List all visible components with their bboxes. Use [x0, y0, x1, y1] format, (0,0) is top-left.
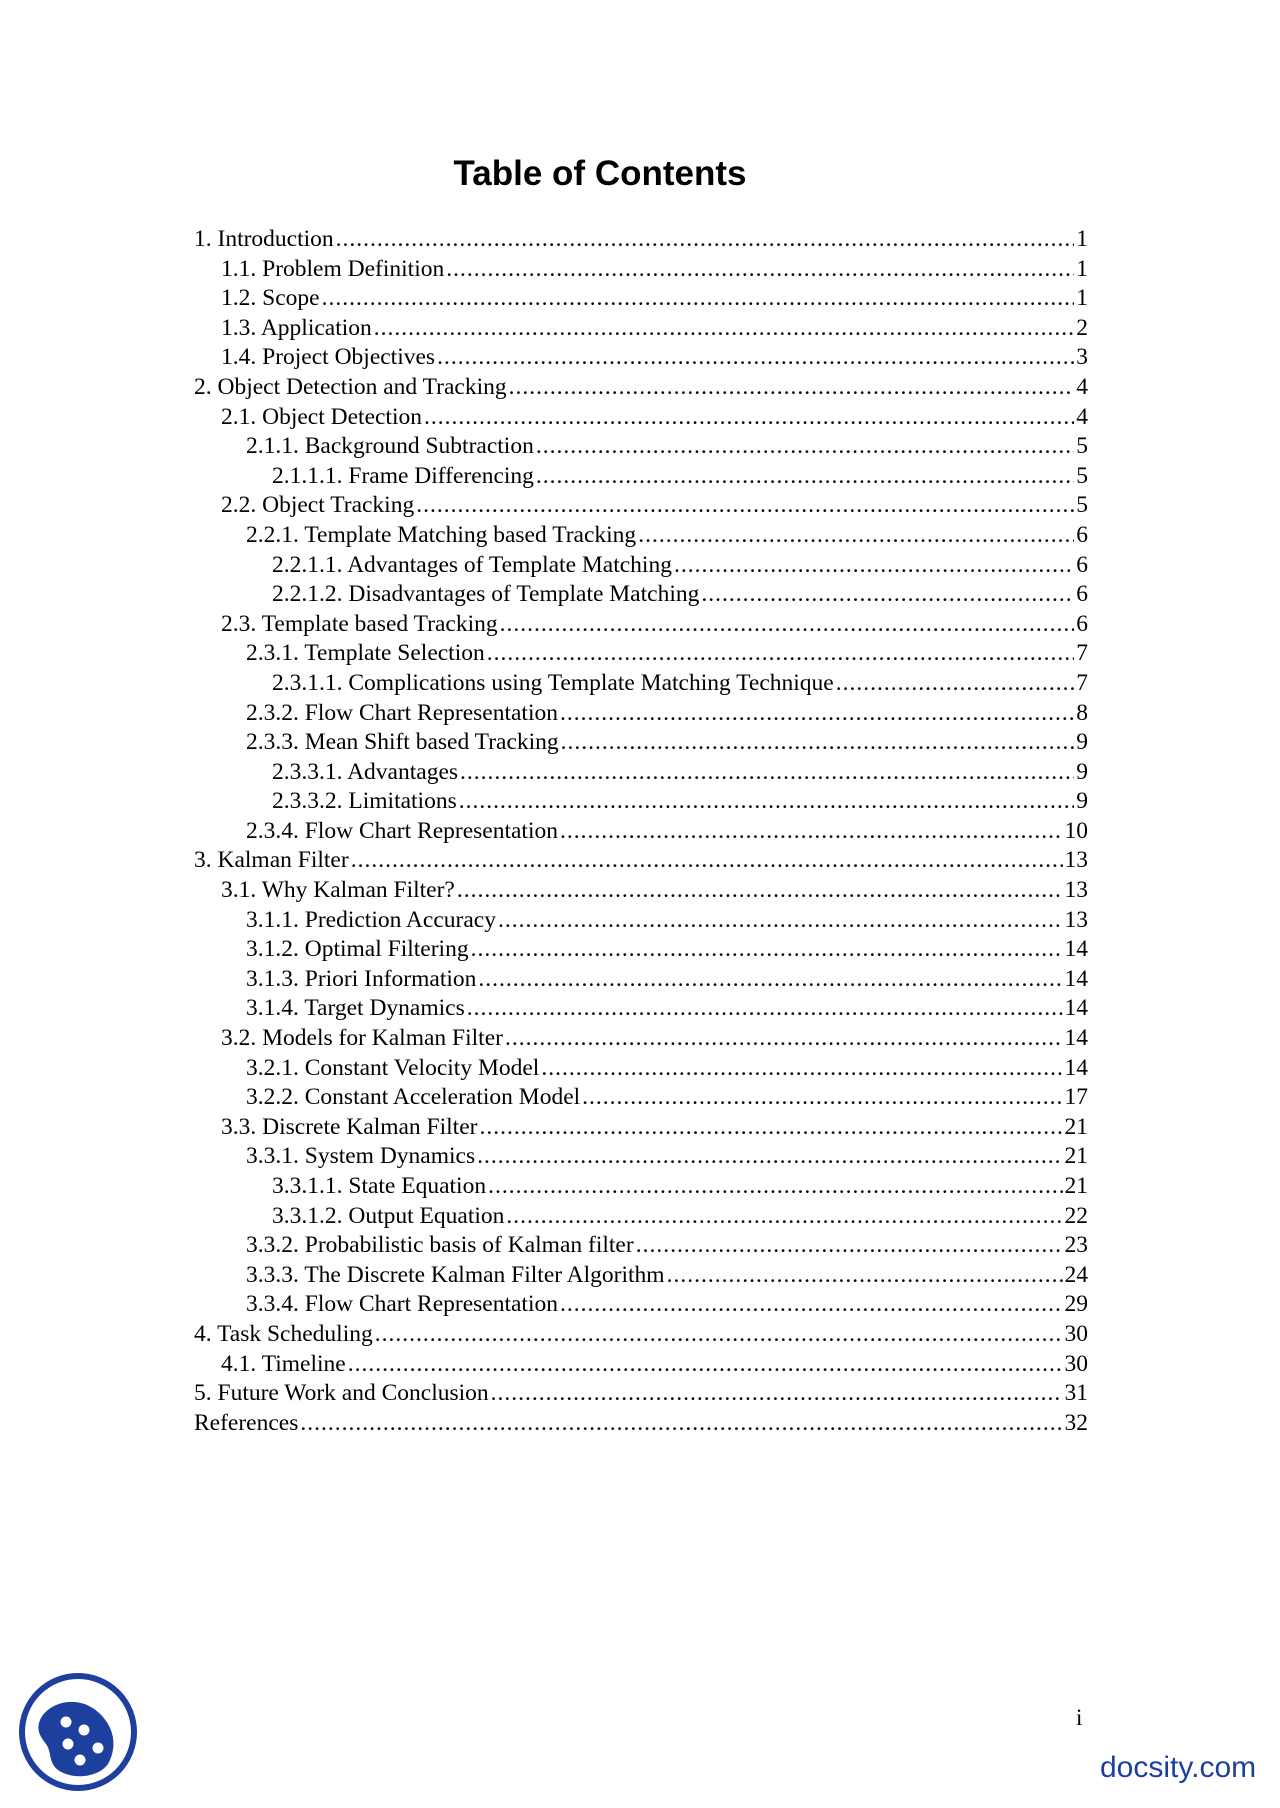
toc-entry-label: 3.3. Discrete Kalman Filter	[221, 1113, 478, 1140]
toc-entry[interactable]	[194, 580, 1088, 610]
toc-dot-leader	[560, 1290, 1063, 1320]
toc-entry[interactable]	[194, 728, 1088, 758]
toc-entry[interactable]	[194, 787, 1088, 817]
toc-entry-page: 13	[1064, 906, 1088, 933]
toc-dot-leader	[471, 935, 1063, 965]
toc-entry-label: 3.1.4. Target Dynamics	[246, 995, 465, 1022]
toc-entry-label: 1.2. Scope	[221, 285, 320, 312]
toc-entry[interactable]	[194, 284, 1088, 314]
toc-dot-leader	[674, 551, 1074, 581]
toc-entry[interactable]	[194, 1113, 1088, 1143]
toc-entry[interactable]	[194, 610, 1088, 640]
toc-entry-label: 2.3.3.1. Advantages	[272, 758, 459, 785]
toc-entry-label: 1.3. Application	[221, 314, 372, 341]
toc-entry-page: 7	[1076, 640, 1088, 667]
toc-entry-page: 5	[1076, 492, 1088, 519]
toc-entry-page: 1	[1076, 226, 1088, 252]
toc-entry-label: 2.3.1. Template Selection	[246, 640, 485, 667]
toc-dot-leader	[582, 1083, 1062, 1113]
toc-dot-leader	[446, 255, 1074, 285]
toc-entry[interactable]	[194, 491, 1088, 521]
toc-entry-page: 6	[1076, 610, 1088, 637]
toc-entry[interactable]	[194, 1142, 1088, 1172]
toc-entry-label: 3.3.1.1. State Equation	[272, 1173, 487, 1199]
toc-entry-page: 10	[1064, 817, 1088, 844]
toc-dot-leader	[437, 343, 1074, 373]
toc-entry-page: 5	[1076, 462, 1088, 489]
toc-dot-leader	[479, 1113, 1062, 1143]
toc-entry-page: 8	[1076, 699, 1088, 726]
toc-entry-page: 21	[1064, 1113, 1088, 1140]
toc-entry-label: 2.3.4. Flow Chart Representation	[246, 817, 558, 844]
toc-entry-label: 3.1.3. Priori Information	[246, 965, 477, 992]
toc-entry-page: 14	[1064, 965, 1088, 992]
toc-entry-label: 3.2.1. Constant Velocity Model	[246, 1054, 540, 1081]
toc-entry[interactable]	[194, 1409, 1088, 1439]
toc-entry-label: 2. Object Detection and Tracking	[194, 373, 507, 400]
toc-entry-label: 3.3.1. System Dynamics	[246, 1143, 476, 1170]
toc-entry[interactable]	[194, 846, 1088, 876]
toc-entry[interactable]	[194, 1320, 1088, 1350]
toc-entry[interactable]	[194, 1290, 1088, 1320]
toc-dot-leader	[500, 610, 1075, 640]
toc-entry[interactable]	[194, 1024, 1088, 1054]
toc-entry-page: 21	[1064, 1173, 1088, 1199]
page-title: Table of Contents	[453, 154, 747, 193]
docsity-logo-icon[interactable]	[18, 1672, 138, 1792]
toc-entry[interactable]	[194, 1202, 1088, 1232]
toc-entry-page: 6	[1076, 551, 1088, 578]
toc-entry-page: 32	[1064, 1409, 1088, 1436]
toc-entry-page: 31	[1064, 1380, 1088, 1407]
toc-entry-label: 1.4. Project Objectives	[221, 344, 436, 371]
toc-dot-leader	[487, 639, 1075, 669]
toc-entry-page: 9	[1076, 788, 1088, 815]
toc-entry-label: 2.3.3.2. Limitations	[272, 788, 457, 815]
toc-entry-label: 3.3.4. Flow Chart Representation	[246, 1291, 558, 1318]
toc-entry-page: 13	[1064, 877, 1088, 904]
toc-entry-label: 3.1. Why Kalman Filter?	[221, 877, 455, 904]
toc-dot-leader	[351, 846, 1063, 876]
toc-entry[interactable]	[194, 373, 1088, 403]
brand-link[interactable]: docsity.com	[1100, 1751, 1257, 1784]
toc-entry-page: 14	[1064, 1025, 1088, 1052]
toc-dot-leader	[348, 1350, 1063, 1380]
toc-entry[interactable]	[194, 994, 1088, 1024]
toc-entry[interactable]	[194, 1083, 1088, 1113]
toc-entry-label: 2.2.1.1. Advantages of Template Matching	[272, 551, 672, 578]
toc-entry[interactable]	[194, 1261, 1088, 1291]
toc-entry-label: 4. Task Scheduling	[194, 1320, 373, 1347]
toc-entry-page: 21	[1064, 1143, 1088, 1170]
toc-dot-leader	[505, 1024, 1063, 1054]
toc-dot-leader	[460, 758, 1074, 788]
toc-entry[interactable]	[194, 462, 1088, 492]
toc-entry[interactable]	[194, 906, 1088, 936]
toc-dot-leader	[667, 1261, 1063, 1291]
toc-dot-leader	[536, 432, 1074, 462]
toc-entry-page: 1	[1076, 255, 1088, 282]
toc-entry-label: 1.1. Problem Definition	[221, 255, 445, 282]
toc-entry-label: 2.2.1. Template Matching based Tracking	[246, 521, 637, 548]
toc-dot-leader	[498, 906, 1063, 936]
toc-entry-label: 1. Introduction	[194, 226, 334, 252]
toc-entry-label: 2.2. Object Tracking	[221, 492, 415, 519]
toc-entry[interactable]	[194, 255, 1088, 285]
toc-entry[interactable]	[194, 1350, 1088, 1380]
toc-entry-label: 2.1.1. Background Subtraction	[246, 433, 534, 460]
toc-dot-leader	[541, 1054, 1062, 1084]
toc-entry-page: 24	[1064, 1261, 1088, 1288]
toc-entry-label: 2.1.1.1. Frame Differencing	[272, 462, 534, 489]
toc-entry-page: 13	[1064, 847, 1088, 874]
toc-entry-page: 14	[1064, 936, 1088, 963]
toc-entry-page: 30	[1064, 1320, 1088, 1347]
toc-dot-leader	[701, 580, 1074, 610]
toc-dot-leader	[459, 787, 1075, 817]
toc-entry[interactable]	[194, 225, 1088, 255]
toc-dot-leader	[509, 373, 1075, 403]
toc-entry-page: 2	[1076, 314, 1088, 341]
toc-dot-leader	[467, 994, 1063, 1024]
toc-dot-leader	[836, 669, 1075, 699]
toc-entry-label: 3.3.2. Probabilistic basis of Kalman filter	[246, 1232, 634, 1259]
toc-entry-page: 5	[1076, 433, 1088, 460]
toc-entry-label: 3.1.1. Prediction Accuracy	[246, 906, 496, 933]
toc-entry-label: References	[194, 1409, 299, 1436]
toc-dot-leader	[561, 728, 1075, 758]
toc-entry-page: 6	[1076, 581, 1088, 608]
toc-entry[interactable]	[194, 314, 1088, 344]
toc-entry-page: 23	[1064, 1232, 1088, 1259]
toc-entry-label: 2.3.2. Flow Chart Representation	[246, 699, 558, 726]
toc-entry-label: 2.3. Template based Tracking	[221, 610, 498, 637]
toc-entry-label: 2.3.3. Mean Shift based Tracking	[246, 729, 559, 756]
toc-dot-leader	[560, 817, 1063, 847]
toc-dot-leader	[424, 403, 1074, 433]
toc-entry[interactable]	[194, 965, 1088, 995]
toc-dot-leader	[638, 521, 1074, 551]
toc-entry[interactable]	[194, 699, 1088, 729]
toc-dot-leader	[560, 699, 1074, 729]
toc-dot-leader	[322, 284, 1075, 314]
toc-entry-label: 4.1. Timeline	[221, 1350, 346, 1377]
toc-dot-leader	[336, 225, 1075, 255]
toc-entry[interactable]	[194, 1172, 1088, 1202]
toc-entry[interactable]	[194, 639, 1088, 669]
toc-entry[interactable]	[194, 876, 1088, 906]
toc-dot-leader	[478, 965, 1062, 995]
toc-entry[interactable]	[194, 1231, 1088, 1261]
toc-entry-page: 1	[1076, 285, 1088, 312]
toc-entry-page: 29	[1064, 1291, 1088, 1318]
toc-entry-page: 6	[1076, 521, 1088, 548]
toc-entry-page: 30	[1064, 1350, 1088, 1377]
toc-dot-leader	[506, 1202, 1062, 1232]
toc-dot-leader	[300, 1409, 1062, 1439]
toc-entry-label: 3.3.1.2. Output Equation	[272, 1202, 505, 1229]
toc-entry[interactable]	[194, 758, 1088, 788]
toc-dot-leader	[491, 1379, 1063, 1409]
toc-dot-leader	[375, 1320, 1063, 1350]
toc-entry[interactable]	[194, 1379, 1088, 1409]
toc-entry-label: 3.2. Models for Kalman Filter	[221, 1025, 503, 1052]
toc-entry[interactable]	[194, 432, 1088, 462]
toc-entry[interactable]	[194, 1054, 1088, 1084]
toc-dot-leader	[488, 1172, 1062, 1202]
toc-entry-page: 14	[1064, 995, 1088, 1022]
toc-dot-leader	[374, 314, 1074, 344]
toc-entry-label: 3. Kalman Filter	[194, 847, 349, 874]
toc-entry-label: 2.3.1.1. Complications using Template Matching Technique	[272, 669, 834, 696]
toc-entry[interactable]	[194, 669, 1088, 699]
toc-entry-page: 22	[1064, 1202, 1088, 1229]
toc-entry[interactable]	[194, 935, 1088, 965]
toc-dot-leader	[477, 1142, 1062, 1172]
toc-entry-label: 5. Future Work and Conclusion	[194, 1380, 489, 1407]
toc-entry-label: 3.1.2. Optimal Filtering	[246, 936, 469, 963]
toc-entry[interactable]	[194, 403, 1088, 433]
toc-entry-page: 17	[1064, 1084, 1088, 1111]
toc-dot-leader	[636, 1231, 1063, 1261]
toc-entry[interactable]	[194, 817, 1088, 847]
toc-entry-label: 3.2.2. Constant Acceleration Model	[246, 1084, 581, 1111]
table-of-contents	[194, 225, 1088, 1438]
toc-entry-page: 3	[1076, 344, 1088, 371]
toc-entry-page: 14	[1064, 1054, 1088, 1081]
toc-entry-page: 7	[1076, 669, 1088, 696]
toc-entry[interactable]	[194, 343, 1088, 373]
toc-entry-page: 4	[1076, 403, 1088, 430]
toc-entry-page: 9	[1076, 758, 1088, 785]
toc-entry-page: 9	[1076, 729, 1088, 756]
toc-entry[interactable]	[194, 551, 1088, 581]
toc-dot-leader	[416, 491, 1074, 521]
toc-entry-label: 2.2.1.2. Disadvantages of Template Matching	[272, 581, 700, 608]
toc-entry[interactable]	[194, 521, 1088, 551]
toc-entry-page: 4	[1076, 373, 1088, 400]
toc-dot-leader	[457, 876, 1063, 906]
page-number: i	[1076, 1705, 1083, 1730]
toc-entry-label: 2.1. Object Detection	[221, 403, 422, 430]
toc-dot-leader	[536, 462, 1074, 492]
toc-entry-label: 3.3.3. The Discrete Kalman Filter Algorithm	[246, 1261, 665, 1288]
